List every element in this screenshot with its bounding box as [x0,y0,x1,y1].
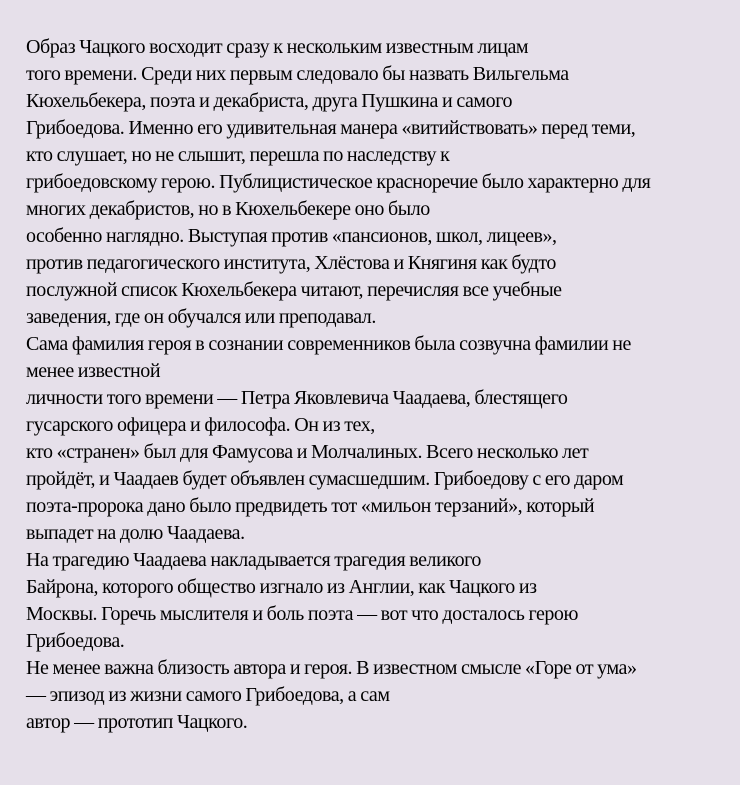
text-line: Образ Чацкого восходит сразу к нескольким известным лицам [26,36,529,58]
text-line: гусарского офицера и философа. Он из тех, [26,414,375,436]
text-line: автор — прототип Чацкого. [26,711,248,733]
text-line: особенно наглядно. Выступая против «пансионов, школ, лицеев», [26,225,557,247]
text-line: кто слушает, но не слышит, перешла по наследству к [26,144,450,166]
text-line: против педагогического института, Хлёстова и Княгиня как будто [26,252,556,274]
text-line: Москвы. Горечь мыслителя и боль поэта — вот что досталось герою [26,603,578,625]
text-line: заведения, где он обучался или преподавал. [26,306,376,328]
text-line: — эпизод из жизни самого Грибоедова, а сам [26,684,390,706]
text-line: Не менее важна близость автора и героя. В известном смысле «Горе от ума» [26,657,637,679]
text-line: Грибоедова. [26,630,125,652]
text-line: Сама фамилия героя в сознании современников была созвучна фамилии не [26,333,631,355]
text-line: грибоедовскому герою. Публицистическое красноречие было характерно для [26,171,651,193]
text-line: кто «странен» был для Фамусова и Молчалиных. Всего несколько лет [26,441,589,463]
text-line: менее известной [26,360,161,382]
document-text [26,34,726,736]
text-line: того времени. Среди них первым следовало бы назвать Вильгельма [26,63,569,85]
text-line: поэта-пророка дано было предвидеть тот «мильон терзаний», который [26,495,595,517]
text-line: На трагедию Чаадаева накладывается трагедия великого [26,549,481,571]
text-line: пройдёт, и Чаадаев будет объявлен сумасшедшим. Грибоедову с его даром [26,468,624,490]
text-line: Грибоедова. Именно его удивительная манера «витийствовать» перед теми, [26,117,636,139]
text-line: выпадет на долю Чаадаева. [26,522,245,544]
text-line: личности того времени — Петра Яковлевича Чаадаева, блестящего [26,387,568,409]
text-line: Байрона, которого общество изгнало из Англии, как Чацкого из [26,576,537,598]
text-line: многих декабристов, но в Кюхельбекере оно было [26,198,430,220]
text-line: Кюхельбекера, поэта и декабриста, друга Пушкина и самого [26,90,512,112]
text-line: послужной список Кюхельбекера читают, перечисляя все учебные [26,279,562,301]
